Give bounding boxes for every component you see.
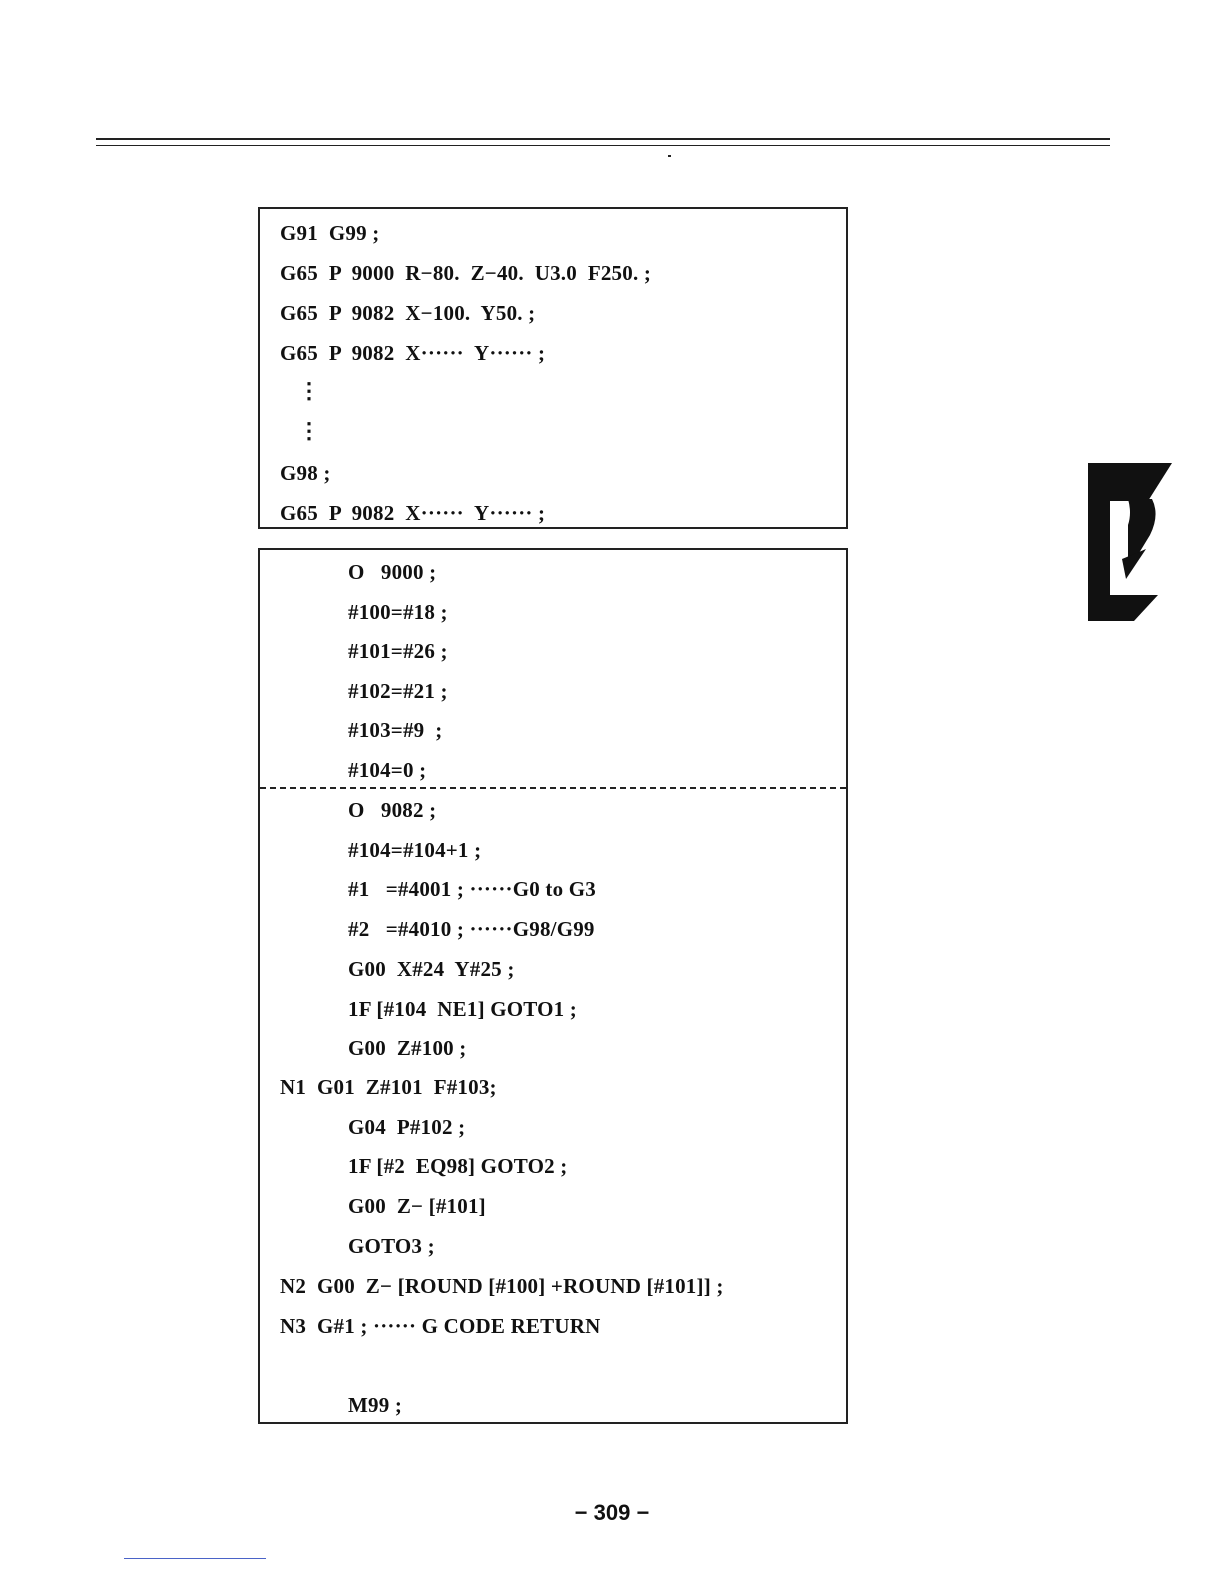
code-line: G65 P 9082 X······ Y······ ;	[280, 501, 546, 525]
code-line: O 9082 ;	[348, 798, 437, 822]
code-line: G00 X#24 Y#25 ;	[348, 957, 515, 981]
code-line: 1F [#104 NE1] GOTO1 ;	[348, 997, 577, 1021]
code-line: G91 G99 ;	[280, 221, 380, 245]
code-line: G65 P 9000 R−80. Z−40. U3.0 F250. ;	[280, 261, 652, 285]
code-line: G65 P 9082 X−100. Y50. ;	[280, 301, 536, 325]
code-line: G98 ;	[280, 461, 331, 485]
code-line: #100=#18 ;	[348, 600, 448, 624]
code-line: GOTO3 ;	[348, 1234, 435, 1258]
macro-program-box	[258, 548, 848, 1424]
continuation-dots: ⋮	[298, 418, 320, 443]
code-line: G04 P#102 ;	[348, 1115, 466, 1139]
code-line: #103=#9 ;	[348, 718, 443, 742]
code-line: G00 Z− [#101]	[348, 1194, 486, 1218]
main-program-box	[258, 207, 848, 529]
section-divider	[260, 787, 846, 789]
code-line: N2 G00 Z− [ROUND [#100] +ROUND [#101]] ;	[280, 1274, 724, 1298]
code-line: N3 G#1 ; ······ G CODE RETURN	[280, 1314, 601, 1338]
code-line: 1F [#2 EQ98] GOTO2 ;	[348, 1154, 568, 1178]
code-line: O 9000 ;	[348, 560, 437, 584]
header-rule-thin	[96, 145, 1110, 146]
code-line: #104=0 ;	[348, 758, 427, 782]
code-line: N1 G01 Z#101 F#103;	[280, 1075, 497, 1099]
code-line: #2 =#4010 ; ······G98/G99	[348, 917, 595, 941]
code-line: #102=#21 ;	[348, 679, 448, 703]
continuation-dots: ⋮	[298, 378, 320, 403]
code-line: G00 Z#100 ;	[348, 1036, 467, 1060]
code-line: G65 P 9082 X······ Y······ ;	[280, 341, 546, 365]
code-line: #101=#26 ;	[348, 639, 448, 663]
code-line: #1 =#4001 ; ······G0 to G3	[348, 877, 596, 901]
code-line: M99 ;	[348, 1393, 403, 1417]
page-number: − 309 −	[574, 1500, 650, 1525]
chapter-tab-icon	[1088, 463, 1172, 623]
code-line: #104=#104+1 ;	[348, 838, 482, 862]
footer-rule	[124, 1558, 266, 1559]
header-rule	[96, 138, 1110, 140]
header-rule-mark	[668, 155, 671, 157]
